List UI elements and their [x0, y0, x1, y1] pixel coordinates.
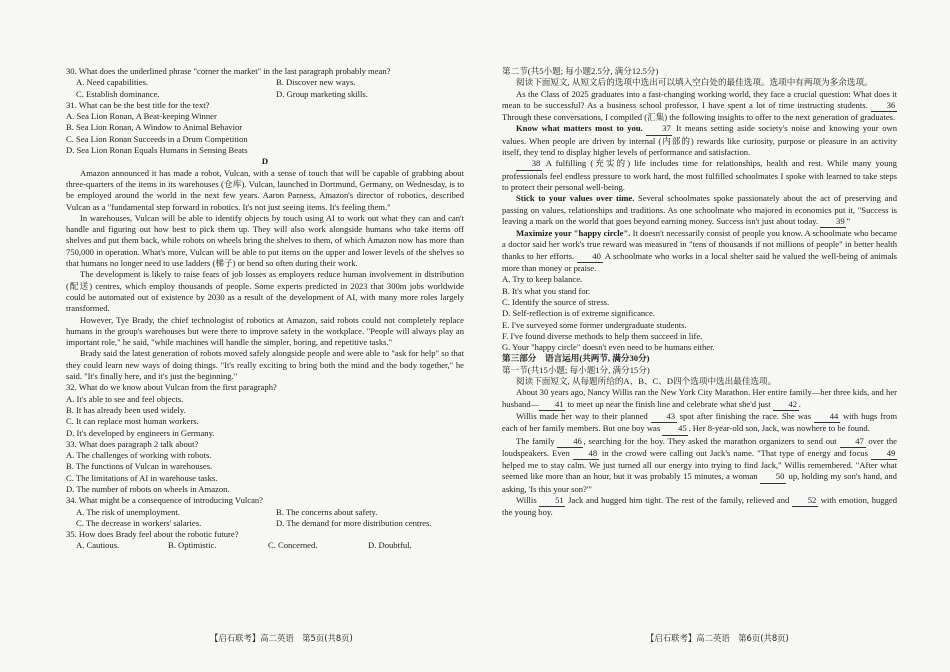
- q33-opt-b: B. The functions of Vulcan in warehouses.: [66, 461, 213, 472]
- heading-40: Maximize your "happy circle".: [516, 228, 631, 239]
- q34-stem: 34. What might be a consequence of introducing Vulcan?: [66, 495, 264, 506]
- q35-opt-c: C. Concerned.: [268, 540, 318, 551]
- q31-opt-b: B. Sea Lion Ronan, A Window to Animal Behavior: [66, 122, 243, 133]
- cloze-2-text-c: with hugs from each of her family members. But one boy was: [502, 410, 898, 434]
- cloze-para-1: About 30 years ago, Nancy Willis ran the New York City Marathon. Her entire family—her three kids, and her husband— 41 to meet up near the finish line and celebrate what she'd just 42 .: [502, 387, 897, 411]
- q30-opt-c: C. Establish dominance.: [76, 88, 160, 99]
- cloze7-opt-a: A. Try to keep balance.: [502, 274, 583, 285]
- q32-opt-b: B. It has already been used widely.: [66, 404, 186, 415]
- para-1-text-a: As the Class of 2025 graduates into a fast-changing working world, they face a crucial question: What does it mean to be successful? As a business school professor, I have spent a lot of time instructing students.: [502, 88, 897, 110]
- q33-opt-c: C. The limitations of AI in warehouse tasks.: [66, 472, 218, 483]
- blank-40: 40: [577, 251, 603, 263]
- q35-opt-b: B. Optimistic.: [168, 540, 217, 551]
- q32-stem: 32. What do we know about Vulcan from the first paragraph?: [66, 382, 277, 393]
- cloze-3-text-b: , searching for the boy. They asked the marathon organizers to send out: [583, 435, 837, 446]
- cloze-3-text-c: over the loudspeakers. Even: [502, 435, 897, 458]
- cloze7-opt-f: F. I've found diverse methods to help them succeed in life.: [502, 330, 703, 341]
- cloze-2-text-a: Willis made her way to their planned: [516, 410, 648, 421]
- section-1-heading: 第一节(共15小题; 每小题1分, 满分15分): [502, 364, 650, 375]
- cloze-4-text-a: Willis: [516, 494, 537, 505]
- para-5-text-a: It doesn't necessarily consist of people you know. A schoolmate who became a doctor said her work's true reward was measured in "tens of thousands if not millions of people" in better health thanks to her efforts.: [502, 228, 898, 261]
- blank-50: 50: [760, 471, 786, 483]
- passage-d-para-5: Brady said the latest generation of robots moved safely alongside people and were able to "ask for help" so that they could learn new ways of doing things. "It's really exciting to bring both the mind and the body together," he said. "It's finally here, and it's just the beginning.": [66, 348, 464, 382]
- blank-44: 44: [814, 411, 840, 423]
- cloze-1-text-a: About 30 years ago, Nancy Willis ran the New York City Marathon. Her entire family—her three kids, and her husband—: [502, 387, 897, 409]
- q35-opt-a: A. Cautious.: [76, 540, 120, 551]
- blank-38: 38: [516, 158, 542, 170]
- cloze7-opt-d: D. Self-reflection is of extreme significance.: [502, 308, 655, 319]
- q34-options: [76, 507, 464, 530]
- q35-stem: 35. How does Brady feel about the robotic future?: [66, 529, 239, 540]
- cloze7-para-5: [502, 228, 897, 274]
- q34-opt-c: C. The decrease in workers' salaries.: [76, 517, 202, 528]
- q30-options: [76, 77, 464, 100]
- left-column: [66, 66, 464, 552]
- q34-opt-a: A. The risk of unemployment.: [76, 506, 180, 517]
- blank-43: 43: [651, 411, 677, 423]
- q33-opt-d: D. The number of robots on wheels in Amazon.: [66, 483, 230, 494]
- cloze7-para-4: Stick to your values over time. Several schoolmates spoke passionately about the act of preserving and passing on values, relationships and traditions. As one schoolmate who majored in economics put it, "Success is leaving a mark on the world that goes beyond earning money. Success isn't just about today. 39 ”: [502, 193, 897, 228]
- blank-52: 52: [792, 495, 818, 507]
- blank-51: 51: [539, 495, 565, 507]
- q31-opt-a: A. Sea Lion Ronan, A Beat-keeping Winner: [66, 111, 217, 122]
- section-d-heading: D: [261, 156, 269, 167]
- blank-42: 42: [773, 399, 799, 411]
- passage-d-para-1: Amazon announced it has made a robot, Vulcan, with a sense of touch that will be capable of grabbing about three-quarters of the items in its warehouses (仓库). Vulcan, launched in Dortmund, Germany, on Wednesday, is to be employed around the world in the next few years. Aaron Parness, Amazon's director of robotics, described Vulcan as a "fundamental step forward in robotics. It's not just seeing items. It's feeling them.": [66, 167, 464, 212]
- cloze7-para-2: [502, 123, 897, 158]
- section-1-instruction: 阅读下面短文, 从每题所给的A、B、C、D四个选项中选出最佳选项。: [516, 376, 777, 387]
- cloze-3-text-a: The family: [516, 435, 555, 446]
- right-column: [502, 66, 897, 519]
- right-page-footer: 【启石联考】高二英语 第6页(共8页): [646, 633, 789, 643]
- passage-d-para-4: However, Tye Brady, the chief technologist of robotics at Amazon, said robots could not completely replace humans in the group's warehouses but were there to improve safety in the workplace. "People will always play an important role," he said, "while machines will handle the simpler, boring, and repetitive tasks.": [66, 314, 464, 348]
- q33-stem: 33. What does paragraph 2 talk about?: [66, 438, 199, 449]
- blank-36: 36: [871, 100, 897, 112]
- para-2-text: It means setting aside society's noise and knowing your own values. When people are driven by internal (内部的) rewards like curiosity, purpose or pleasure in an activity itself, they tend to display higher levels of performance and satisfaction.: [502, 123, 897, 158]
- q35-opt-d: D. Doubtful.: [368, 540, 412, 551]
- heading-39: Stick to your values over time.: [516, 193, 635, 204]
- q30-stem: 30. What does the underlined phrase "corner the market" in the last paragraph probably mean?: [66, 66, 391, 76]
- cloze-3-text-e: helped me to stay calm. We just turned all our energy into trying to find Jack," Willis remembered. "After what seemed like more than an hour, but it was probably 15 minutes, a woman: [502, 460, 897, 482]
- blank-41: 41: [539, 399, 565, 411]
- q30-opt-b: B. Discover new ways.: [276, 77, 356, 88]
- cloze-3-text-f: up, holding my son's hand, and asking, 'Is this your son?'": [502, 471, 897, 494]
- cloze-4-text-b: Jack and hugged him tight. The rest of the family, relieved and: [568, 494, 790, 505]
- cloze-para-4: [502, 495, 897, 519]
- cloze-3-text-d: in the crowd were calling out Jack's name. "That type of energy and focus: [601, 447, 868, 458]
- q31-opt-d: D. Sea Lion Ronan Equals Humans in Sensing Beats: [66, 145, 248, 156]
- cloze7-opt-e: E. I've surveyed some former undergraduate students.: [502, 319, 687, 330]
- passage-d-para-2: In warehouses, Vulcan will be able to identify objects by touch using AI to work out what they can and can't handle and figuring out how best to pick them up. They will also work alongside humans who take items off shelves and put them back, while robots on wheels bring the shelves to them, of which Amazon now has more than 750,000 in operation. What's more, Vulcan will be able to put items on the upper and lower levels of the shelves so that humans no longer need to use ladders (梯子) or bend so often during their work.: [66, 212, 464, 269]
- left-page-footer: 【启石联考】高二英语 第5页(共8页): [210, 633, 353, 643]
- blank-49: 49: [871, 448, 897, 460]
- cloze-para-3: [502, 436, 897, 495]
- blank-37: 37: [646, 123, 672, 135]
- cloze-2-text-b: spot after finishing the race. She was: [679, 410, 812, 421]
- cloze-para-2: [502, 411, 897, 436]
- para-1-text-b: Through these conversations, I compiled (汇集) the following insights to offer to the next generation of graduates.: [502, 112, 896, 123]
- q31-stem: 31. What can be the best title for the text?: [66, 99, 210, 110]
- q32-opt-c: C. It can replace most human workers.: [66, 416, 199, 427]
- q35-options: [76, 540, 464, 551]
- section-2-heading: 第二节(共5小题; 每小题2.5分, 满分12.5分): [502, 66, 659, 76]
- passage-d-para-3: The development is likely to raise fears of job losses as employers reduce human involvement in distribution (配送) centres, which employ thousands of people. Some experts predicted in 2023 that 300m jobs worldwide could be automated out of existence by 2030 as a result of the development of AI, with many more roles largely transformed.: [66, 269, 464, 314]
- q31-opt-c: C. Sea Lion Ronan Succeeds in a Drum Competition: [66, 133, 248, 144]
- cloze7-opt-c: C. Identify the source of stress.: [502, 296, 610, 307]
- blank-47: 47: [840, 436, 866, 448]
- q30-opt-a: A. Need capabilities.: [76, 77, 149, 88]
- q34-opt-b: B. The concerns about safety.: [276, 506, 378, 517]
- q30-opt-d: D. Group marketing skills.: [276, 88, 368, 99]
- heading-37: Know what matters most to you.: [516, 123, 643, 134]
- cloze-1-text-b: to meet up near the finish line and celebrate what she'd just: [567, 398, 771, 409]
- blank-45: 45: [662, 423, 688, 435]
- cloze7-opt-b: B. It's what you stand for.: [502, 285, 591, 296]
- section-2-instruction: 阅读下面短文, 从短文后的选项中选出可以填入空白处的最佳选项。选项中有两项为多余选项。: [516, 77, 873, 88]
- cloze7-para-3: [502, 158, 897, 193]
- cloze-2-text-d: . Her 8-year-old son, Jack, was nowhere to be found.: [688, 423, 870, 434]
- cloze-4-text-c: with emotion, hugged the young boy.: [502, 494, 898, 518]
- q32-opt-d: D. It's developed by engineers in Germany.: [66, 427, 215, 438]
- blank-39: 39: [820, 216, 846, 228]
- cloze7-para-1: [502, 89, 897, 124]
- blank-48: 48: [573, 448, 599, 460]
- para-4-text: Several schoolmates spoke passionately about the act of preserving and passing on values, relationships and traditions. As one schoolmate who majored in economics put it, "Success is leaving a mark on the world that goes beyond earning money. Success isn't just about today.: [502, 193, 897, 226]
- q32-opt-a: A. It's able to see and feel objects.: [66, 393, 184, 404]
- para-3-text: A fulfilling (充实的) life includes time for relationships, health and rest. While many young professionals feel endless pressure to work hard, the most fulfilled schoolmates I spoke with learned to take steps to protect their personal well-being.: [502, 158, 897, 192]
- q34-opt-d: D. The demand for more distribution centres.: [276, 517, 432, 528]
- blank-46: 46: [557, 436, 583, 448]
- q33-opt-a: A. The challenges of working with robots.: [66, 450, 212, 461]
- cloze7-opt-g: G. Your "happy circle" doesn't even need to be humans either.: [502, 342, 715, 353]
- para-5-text-b: A schoolmate who works in a local shelter said he valued the well-being of animals more than money or praise.: [502, 250, 897, 274]
- part-3-heading: 第三部分 语言运用(共两节, 满分30分): [502, 353, 650, 364]
